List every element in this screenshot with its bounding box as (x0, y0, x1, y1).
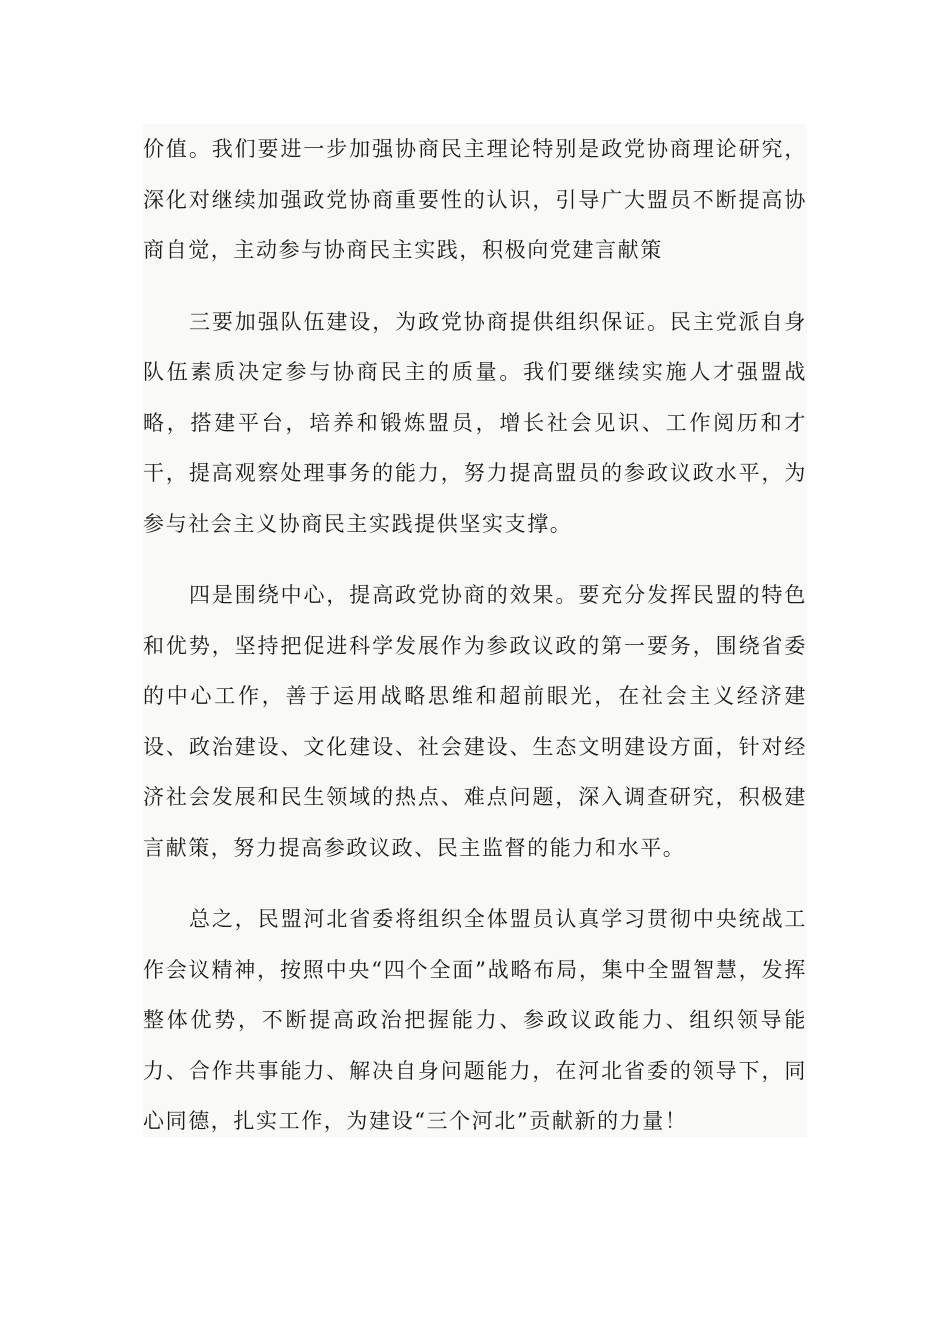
paragraph-center-work: 四是围绕中心，提高政党协商的效果。要充分发挥民盟的特色和优势，坚持把促进科学发展作为参政议政的第一要务，围绕省委的中心工作，善于运用战略思维和超前眼光，在社会主义经济建设、政治建设、文化建设、社会建设、生态文明建设方面，针对经济社会发展和民生领域的热点、难点问题，深入调查研究，积极建言献策，努力提高参政议政、民主监督的能力和水平。 (143, 583, 807, 860)
paragraph-conclusion: 总之，民盟河北省委将组织全体盟员认真学习贯彻中央统战工作会议精神，按照中央“四个全面”战略布局，集中全盟智慧，发挥整体优势，不断提高政治把握能力、参政议政能力、组织领导能力、合作共事能力、解决自身问题能力，在河北省委的领导下，同心同德，扎实工作，为建设“三个河北”贡献新的力量！ (143, 907, 807, 1133)
paragraph-continued: 价值。我们要进一步加强协商民主理论特别是政党协商理论研究，深化对继续加强政党协商重要性的认识，引导广大盟员不断提高协商自觉，主动参与协商民主实践，积极向党建言献策 (143, 137, 807, 262)
paragraph-team-building: 三要加强队伍建设，为政党协商提供组织保证。民主党派自身队伍素质决定参与协商民主的质量。我们要继续实施人才强盟战略，搭建平台，培养和锻炼盟员，增长社会见识、工作阅历和才干，提高观察处理事务的能力，努力提高盟员的参政议政水平，为参与社会主义协商民主实践提供坚实支撑。 (143, 309, 807, 536)
document-body (143, 124, 807, 1137)
